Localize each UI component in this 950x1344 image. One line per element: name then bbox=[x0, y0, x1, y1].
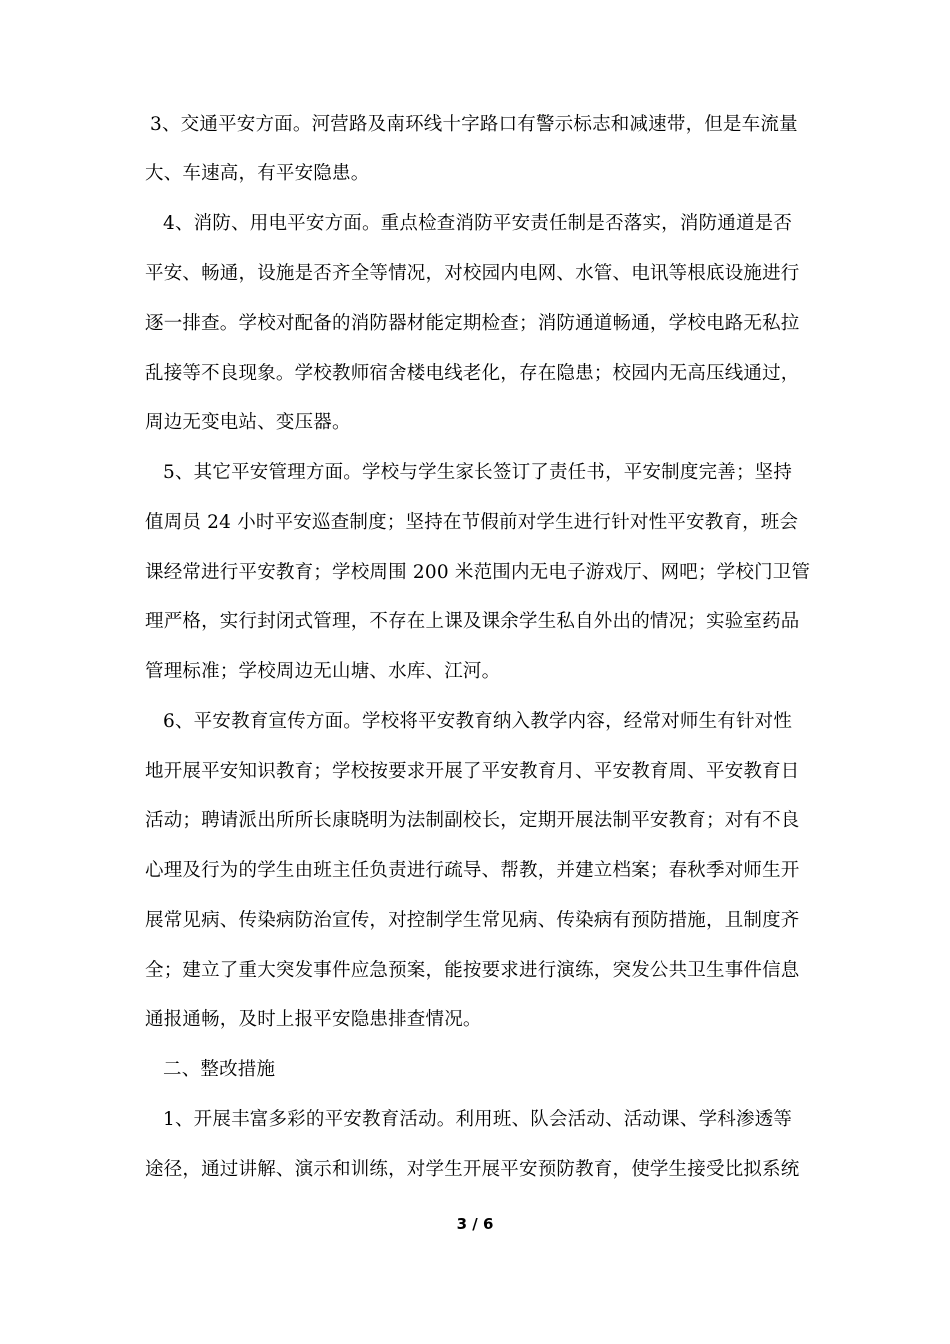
text-line-13: 6、平安教育宣传方面。学校将平安教育纳入教学内容，经常对师生有针对性 bbox=[163, 711, 793, 732]
text-line-15: 活动；聘请派出所所长康晓明为法制副校长，定期开展法制平安教育；对有不良 bbox=[145, 810, 800, 831]
text-line-5: 逐一排查。学校对配备的消防器材能定期检查；消防通道畅通，学校电路无私拉 bbox=[145, 313, 800, 334]
text-line-1: 3、交通平安方面。河营路及南环线十字路口有警示标志和减速带，但是车流量 bbox=[150, 114, 798, 135]
text-line-14: 地开展平安知识教育；学校按要求开展了平安教育月、平安教育周、平安教育日 bbox=[145, 761, 800, 782]
text-line-17: 展常见病、传染病防治宣传，对控制学生常见病、传染病有预防措施，且制度齐 bbox=[145, 910, 800, 931]
text-line-2: 大、车速高，有平安隐患。 bbox=[145, 163, 370, 184]
text-line-21: 途径，通过讲解、演示和训练，对学生开展平安预防教育，使学生接受比拟系统 bbox=[145, 1159, 800, 1180]
text-line-7: 周边无变电站、变压器。 bbox=[145, 412, 351, 433]
text-line-16: 心理及行为的学生由班主任负责进行疏导、帮教，并建立档案；春秋季对师生开 bbox=[145, 860, 800, 881]
text-line-12: 管理标准；学校周边无山塘、水库、江河。 bbox=[145, 661, 501, 682]
text-line-10: 课经常进行平安教育；学校周围 200 米范围内无电子游戏厅、网吧；学校门卫管 bbox=[145, 562, 811, 583]
text-line-19: 通报通畅，及时上报平安隐患排查情况。 bbox=[145, 1009, 482, 1030]
text-line-8: 5、其它平安管理方面。学校与学生家长签订了责任书，平安制度完善；坚持 bbox=[163, 462, 793, 483]
text-line-18: 全；建立了重大突发事件应急预案，能按要求进行演练，突发公共卫生事件信息 bbox=[145, 960, 800, 981]
text-line-6: 乱接等不良现象。学校教师宿舍楼电线老化，存在隐患；校园内无高压线通过， bbox=[145, 363, 800, 384]
text-line-4: 平安、畅通，设施是否齐全等情况，对校园内电网、水管、电讯等根底设施进行 bbox=[145, 263, 800, 284]
text-line-11: 理严格，实行封闭式管理，不存在上课及课余学生私自外出的情况；实验室药品 bbox=[145, 611, 800, 632]
text-line-3: 4、消防、用电平安方面。重点检查消防平安责任制是否落实，消防通道是否 bbox=[163, 213, 793, 234]
section-heading: 二、整改措施 bbox=[163, 1059, 276, 1080]
page-number: 3 / 6 bbox=[456, 1215, 494, 1233]
text-line-20: 1、开展丰富多彩的平安教育活动。利用班、队会活动、活动课、学科渗透等 bbox=[163, 1109, 793, 1130]
text-line-9: 值周员 24 小时平安巡查制度；坚持在节假前对学生进行针对性平安教育，班会 bbox=[145, 512, 799, 533]
